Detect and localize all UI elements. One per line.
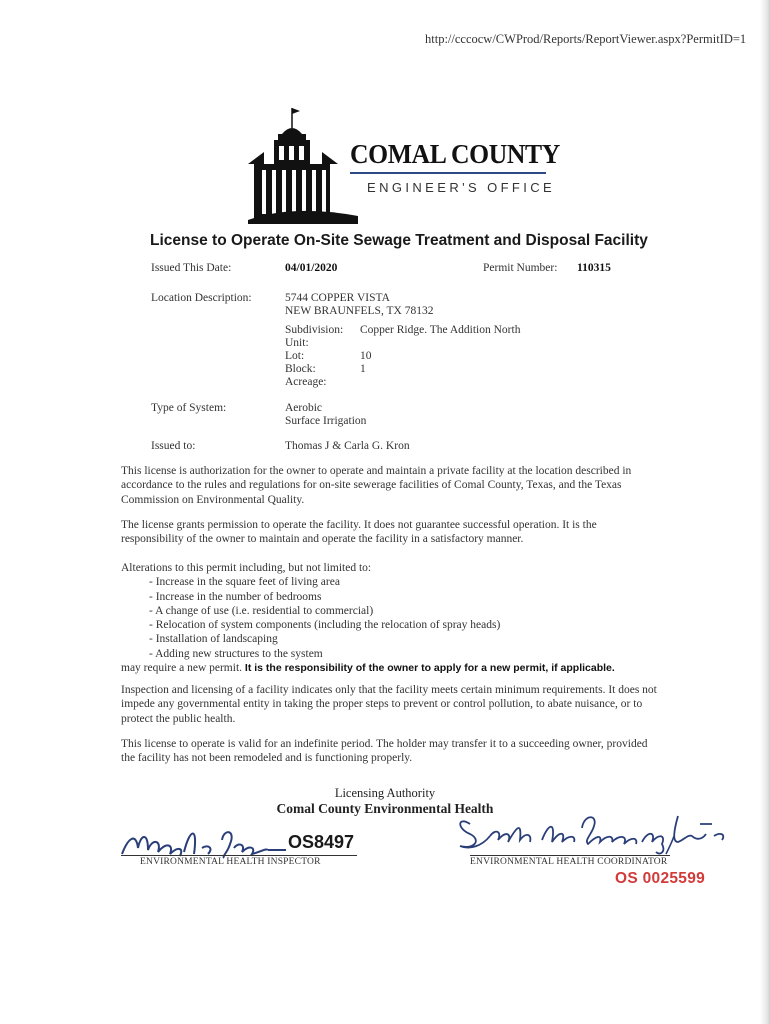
issued-to-label: Issued to: [151, 440, 196, 452]
license-title: License to Operate On-Site Sewage Treatment and Disposal Facility [150, 232, 648, 249]
page-edge-shadow [760, 0, 770, 1024]
permit-number-label: Permit Number: [483, 262, 558, 274]
coordinator-role: ENVIRONMENTAL HEALTH COORDINATOR [470, 857, 668, 867]
inspector-signature-line [121, 855, 357, 856]
authorization-paragraph [121, 464, 661, 507]
coordinator-signature-line [470, 855, 670, 856]
inspector-role: ENVIRONMENTAL HEALTH INSPECTOR [140, 857, 321, 867]
alterations-outro [121, 661, 661, 675]
address-line-2: NEW BRAUNFELS, TX 78132 [285, 305, 434, 317]
permit-number-value: 110315 [577, 262, 611, 274]
system-type-label: Type of System: [151, 402, 227, 414]
stamp-number: OS 0025599 [615, 870, 706, 887]
permission-paragraph [121, 518, 661, 547]
lot-value: 10 [360, 350, 372, 362]
alterations-intro: Alterations to this permit including, but not limited to: [121, 562, 372, 574]
subdivision-label: Subdivision: [285, 324, 344, 336]
alterations-list [121, 575, 661, 661]
report-url: http://cccocw/CWProd/Reports/ReportViewer.aspx?PermitID=1 [425, 32, 747, 46]
list-item: - Increase in the number of bedrooms [149, 590, 322, 603]
list-item: - Installation of landscaping [149, 633, 278, 646]
list-item: - A change of use (i.e. residential to commercial) [149, 604, 374, 617]
licensing-authority-label: Licensing Authority [334, 786, 436, 800]
coordinator-signature [452, 806, 734, 858]
list-item: - Relocation of system components (including the relocation of spray heads) [149, 619, 501, 632]
issued-date-label: Issued This Date: [151, 262, 232, 274]
acreage-label: Acreage: [285, 376, 327, 388]
lot-label: Lot: [285, 350, 305, 362]
validity-paragraph [121, 737, 661, 766]
authorization-text: This license is authorization for the owner to operate and maintain a private facility at the location described in accordance to the rules and regulations for on-site sewerage facilities of Comal County, Texas, and the Texas Commission on Environmental Quality. [121, 465, 632, 506]
org-heading [350, 139, 571, 195]
alterations-section [121, 561, 661, 675]
system-type-line-1: Aerobic [285, 402, 323, 414]
org-subtitle: ENGINEER'S OFFICE [367, 180, 556, 195]
owner-responsibility-note: It is the responsibility of the owner to apply for a new permit, if applicable. [244, 662, 615, 675]
org-divider [350, 172, 546, 174]
block-value: 1 [360, 363, 366, 375]
unit-label: Unit: [285, 337, 309, 349]
list-item: - Adding new structures to the system [149, 647, 323, 660]
location-label: Location Description: [151, 292, 252, 304]
issued-to-value: Thomas J & Carla G. Kron [285, 440, 410, 452]
address-line-1: 5744 COPPER VISTA [285, 292, 390, 304]
licensing-authority-name: Comal County Environmental Health [276, 801, 494, 816]
block-label: Block: [285, 363, 316, 375]
permission-text: The license grants permission to operate the facility. It does not guarantee successful operation. It is the responsibility of the owner to maintain and operate the facility in a satisfactory manner. [121, 519, 597, 546]
inspection-paragraph [121, 683, 661, 726]
alterations-outro-text: may require a new permit. [121, 662, 243, 675]
system-type-line-2: Surface Irrigation [285, 415, 367, 427]
validity-text: This license to operate is valid for an indefinite period. The holder may transfer it to a succeeding owner, provided the facility has not been remodeled and is functioning properly. [121, 738, 648, 765]
inspector-number: OS8497 [288, 832, 355, 852]
courthouse-tower-icon [248, 104, 358, 224]
issued-date-value: 04/01/2020 [285, 262, 338, 274]
inspection-text: Inspection and licensing of a facility indicates only that the facility meets certain minimum requirements. It does not impede any governmental entity in taking the proper steps to prevent or control pollution, to abate nuisance, or to protect the public health. [121, 684, 657, 725]
org-name: COMAL COUNTY [350, 139, 560, 169]
list-item: - Increase in the square feet of living area [149, 576, 340, 589]
subdivision-value: Copper Ridge. The Addition North [360, 324, 521, 336]
